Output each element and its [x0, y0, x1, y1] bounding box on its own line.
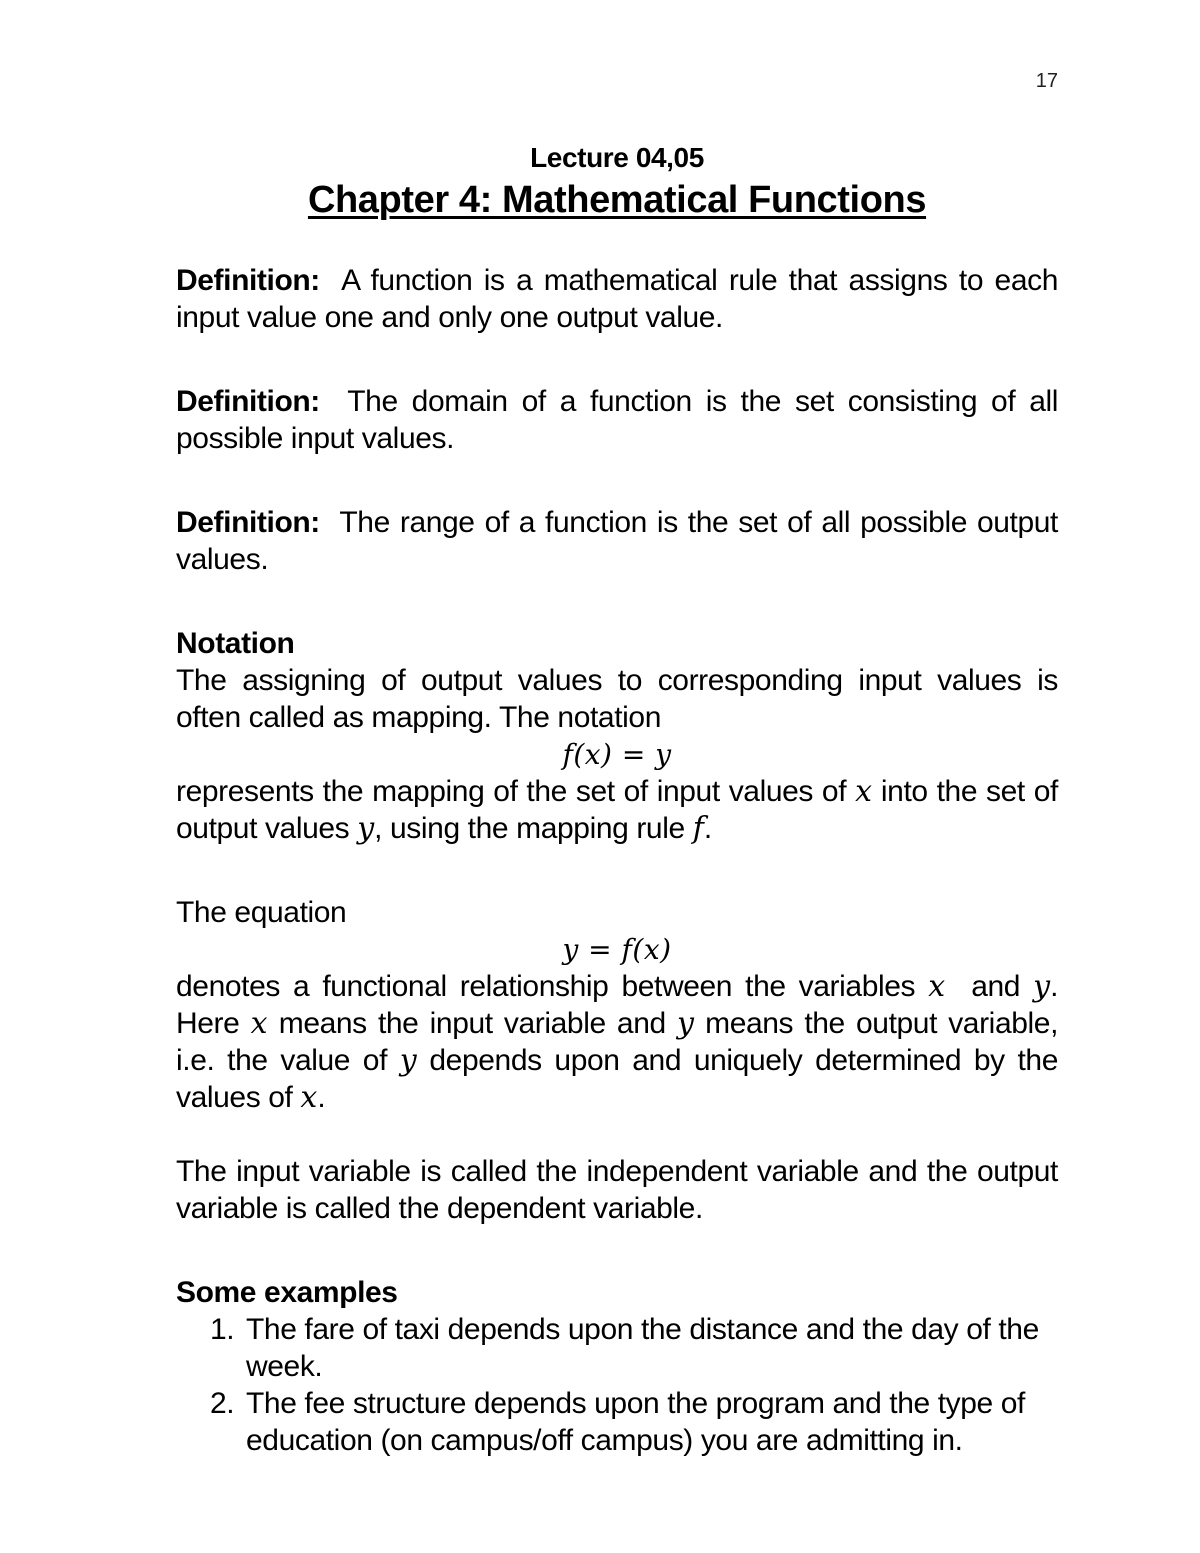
- examples-list: [176, 1311, 1058, 1459]
- equation-description: [176, 968, 1058, 1116]
- notation-text: represents the mapping of the set of input values of: [176, 775, 847, 808]
- variable-y: y: [1033, 969, 1051, 1004]
- notation-formula: f(x) = y: [562, 738, 672, 771]
- notation-intro: The assigning of output values to corresponding input values is often called as mapping. The notation: [176, 664, 1058, 734]
- equation-text: . Here: [176, 970, 1058, 1040]
- definition-label: Definition:: [176, 506, 320, 539]
- notation-heading: Notation: [176, 627, 295, 660]
- definition-text: The domain of a function is the set consisting of all possible input values.: [176, 385, 1059, 455]
- chapter-title: Chapter 4: Mathematical Functions: [307, 179, 927, 221]
- variable-x: x: [928, 969, 946, 1004]
- variable-x: x: [250, 1006, 268, 1041]
- definition-text: A function is a mathematical rule that assigns to each input value one and only one output value.: [176, 264, 1058, 334]
- equation-text: depends upon and uniquely determined by the values of: [176, 1044, 1058, 1114]
- list-item: [210, 1385, 1058, 1459]
- lecture-label: Lecture 04,05: [530, 142, 704, 173]
- definition-label: Definition:: [176, 385, 320, 418]
- list-item-text: The fee structure depends upon the program and the type of education (on campus/off campus) you are admitting in.: [246, 1387, 1025, 1457]
- equation-text: means the output variable, i.e. the value of: [176, 1007, 1059, 1077]
- notation-description: [176, 773, 1058, 847]
- document-body: [176, 140, 1058, 1459]
- variables-explanation: The input variable is called the independent variable and the output variable is called the dependent variable.: [176, 1155, 1058, 1225]
- variable-f: f: [692, 811, 704, 846]
- variable-x: x: [855, 774, 872, 809]
- definition-range: [176, 504, 1058, 578]
- definition-function: [176, 262, 1058, 336]
- equation-text: .: [317, 1081, 326, 1114]
- list-item-text: The fare of taxi depends upon the distance and the day of the week.: [246, 1313, 1039, 1383]
- equation-intro: The equation: [176, 896, 347, 929]
- equation-text: and: [971, 970, 1021, 1003]
- variable-y: y: [676, 1006, 694, 1041]
- definition-text: The range of a function is the set of all possible output values.: [176, 506, 1058, 576]
- notation-text: .: [703, 812, 712, 845]
- definition-domain: [176, 383, 1058, 457]
- equation-text: means the input variable and: [278, 1007, 666, 1040]
- definition-label: Definition:: [176, 264, 320, 297]
- equation-text: denotes a functional relationship between the variables: [176, 970, 916, 1003]
- equation-formula: y = f(x): [562, 933, 672, 966]
- notation-text: into the set of output values: [176, 775, 1058, 845]
- variable-x: x: [300, 1080, 318, 1115]
- list-item: [210, 1311, 1058, 1385]
- examples-heading: Some examples: [176, 1276, 398, 1309]
- list-number: 1.: [210, 1313, 235, 1346]
- notation-text: , using the mapping rule: [374, 812, 685, 845]
- variable-y: y: [399, 1043, 417, 1078]
- list-number: 2.: [210, 1387, 235, 1420]
- variable-y: y: [357, 811, 375, 846]
- page-number: 17: [1035, 70, 1058, 92]
